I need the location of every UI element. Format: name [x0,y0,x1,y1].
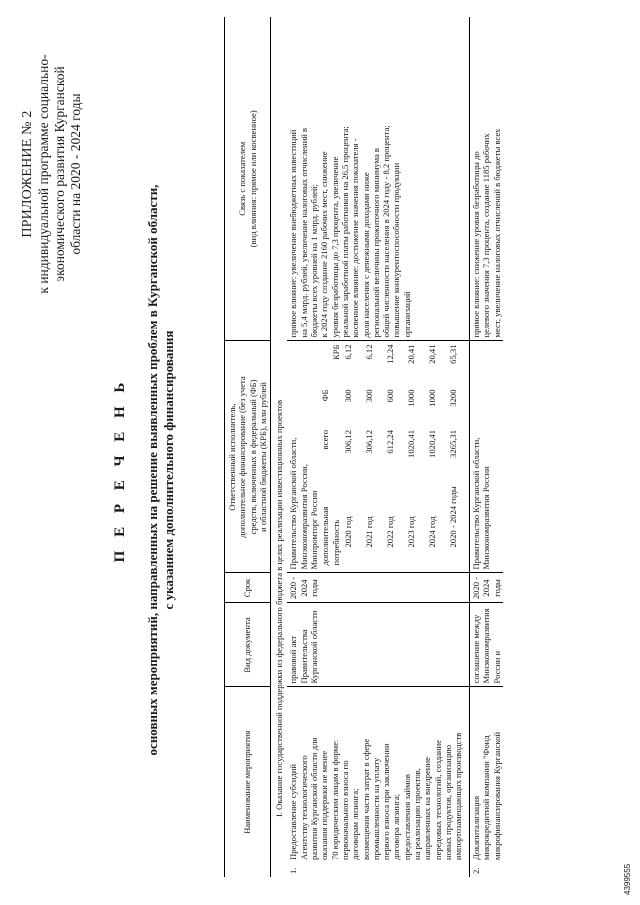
document-id: 4399555 [623,863,632,895]
indicator-link-line: повышение конкурентоспособности продукции [391,162,402,338]
document-type-cell [287,603,469,687]
executor-line: Минэкономразвития России [481,466,492,570]
measure-name-line: микрокредитной компании "Фонд [481,735,492,860]
indicator-link-line: региональной величины прожиточного минимума в [370,148,381,338]
document-type-line: соглашение между [470,614,481,684]
financing-year-row [426,345,447,570]
financing-year-row [342,345,363,570]
financing-krb-cell: 20,41 [405,344,416,364]
executor-line: Правительство Курганской области, [288,437,299,570]
term-cell [287,573,469,603]
executor-line: Минэкономразвития России, [298,464,309,570]
financing-total-cell: 306,12 [363,430,374,454]
financing-total-cell: 3265,31 [447,430,458,458]
indicator-link-line: прямое влияние: снижение уровня безработицы до [470,151,481,338]
appendix-line: экономического развития Курганской [52,66,67,282]
financing-fb-cell: 1000 [405,389,416,407]
indicator-link-line: реальной заработной платы работников на 26,5 процента; [339,126,350,338]
financing-fb-cell: 600 [384,389,395,403]
header-measure-name: Наименование мероприятия [225,687,271,877]
table-row [287,17,469,877]
document-heading [112,175,177,765]
term-line: 2020 - [288,576,299,600]
indicator-link-cell [469,17,502,341]
measure-name-line: Докапитализация [470,795,481,860]
indicator-link-line: доля населения с денежными доходами ниже [360,172,371,338]
measure-name-line: оказания поддержки не менее [319,750,330,860]
financing-year-cell: 2024 год [426,516,437,548]
financing-fb-cell: 1000 [426,389,437,407]
financing-year-row [384,345,405,570]
financing-year-row [363,345,384,570]
executor-cell [287,341,469,573]
indicator-link-line: на 5,4 млрд. рублей, увеличение налоговых отчислений в [298,127,309,338]
financing-year-cell: 2020 - 2024 годы [447,486,458,548]
financing-krb-cell: 20,41 [426,344,437,364]
document-type-line: правовой акт [288,635,299,684]
measure-name-line: промышленности на уплату [370,757,381,860]
financing-total-cell: 1020,41 [426,430,437,458]
section-title: I. Оказание государственной поддержки из федерального бюджета в целях реализации инвестиционных проектов [274,399,285,817]
financing-year-cell: 2020 год [342,516,353,548]
financing-year-cell: 2022 год [384,516,395,548]
indicator-link-line: целевого значения 7,3 процента, создание 1185 рабочих [481,133,492,338]
financing-total-cell: 612,24 [384,430,395,454]
term-line: 2024 [298,579,309,597]
measure-name-line: передовых технологий, создание [432,739,443,860]
term-line: годы [491,579,502,597]
indicator-link-cell [287,17,469,341]
financing-krb-cell: 12,24 [384,344,395,364]
measure-name-cell [469,687,502,877]
term-line: 2020 - [470,576,481,600]
indicator-link-line: косвенное влияние: достижение значения показателя - [350,138,361,338]
executor-text [288,345,319,570]
appendix-line: области на 2020 - 2024 годы [68,93,83,255]
financing-krb-cell: 65,31 [447,344,458,364]
heading-subtitle-line: основных мероприятий, направленных на решение выявленных проблем в Курганской области, [145,184,160,756]
document-type-cell [469,603,502,687]
row-number: 1. [288,867,299,874]
executor-cell [469,341,502,573]
measure-name-cell [287,687,469,877]
measure-name-line: Агентству технологического [298,755,309,860]
executor-line: Правительство Курганской области, [470,437,481,570]
header-document-type: Вид документа [225,603,271,687]
financing-krb-cell: 6,12 [342,344,353,360]
measure-name-line: на реализацию проектов, [412,768,423,860]
financing-table [319,345,468,570]
appendix-caption [20,24,84,324]
measure-name-line: направленных на внедрение [422,757,433,860]
header-indicator-link: Связь с показателем (вид влияния: прямое или косвенное) [225,17,271,341]
indicator-link-line: бюджеты всех уровней на 1 млрд. рублей; [309,184,320,338]
heading-title: П Е Р Е Ч Е Н Ь [112,377,128,563]
header-term: Срок [225,573,271,603]
document-type-line: России и [491,650,502,684]
measure-name-line: первоначального взноса по [339,760,350,860]
appendix-number: ПРИЛОЖЕНИЕ № 2 [20,110,35,238]
measure-name-line: новых продуктов, организацию [442,744,453,860]
financing-fb-cell: 300 [363,389,374,403]
financing-krb-cell: 6,12 [363,344,374,360]
section-row [271,17,288,877]
row-number: 2. [470,867,481,874]
term-cell [469,573,502,603]
indicator-link-line: прямое влияние: увеличение внебюджетных инвестиций [288,129,299,338]
measure-name-text [471,732,502,860]
measure-name-line: возмещения части затрат в сфере [360,738,371,860]
measures-table [224,17,503,877]
financing-year-cell: 2023 год [405,516,416,548]
term-line: 2024 [481,579,492,597]
financing-head-row: дополнительная потребность всего ФБ КРБ [320,344,341,566]
financing-year-row [447,345,468,570]
measure-name-line: договорам лизинга; [350,788,361,860]
table-row [469,17,502,877]
measure-name-text [288,733,463,860]
financing-fb-cell: 3200 [447,389,458,407]
financing-total-cell: 306,12 [342,430,353,454]
appendix-line: к индивидуальной программе социально- [36,54,51,294]
measure-name-line: развития Курганской области для [309,737,320,860]
measure-name-line: импортозамещающих производств [453,732,464,860]
measure-name-line: 70 юридическим лицам в форме: [329,739,340,860]
financing-total-cell: 1020,41 [405,430,416,458]
indicator-link-line: мест, увеличение налоговых отчислений в бюджеты всех [491,128,502,338]
indicator-link-line: организаций [401,291,412,338]
term-line: годы [309,579,320,597]
header-executor: Ответственный исполнитель, дополнительное финансирование (без учета средств, включенных в федеральный (ФБ) и областной бюджеты (КРБ), млн рублей [225,341,271,573]
table-header-row [225,17,271,877]
measure-name-line: Предоставление субсидий [288,763,299,860]
financing-year-cell: 2021 год [363,516,374,548]
executor-line: Минпромторг России [309,490,320,570]
financing-fb-cell: 300 [342,389,353,403]
measure-name-line: договора лизинга; [391,793,402,860]
measure-name-line: микрофинансирования Курганской [491,731,502,860]
document-type-line: Курганской области [309,610,320,684]
indicator-link-line: общей численности населения в 2024 году - 8,2 процента; [381,125,392,338]
financing-year-row [405,345,426,570]
document-type-line: Минэкономразвития [481,608,492,684]
heading-subtitle-line: с указанием дополнительного финансирования [161,330,176,610]
indicator-link-line: к 2024 году создание 2160 рабочих мест, снижение [319,151,330,338]
indicator-link-line: уровня безработицы до 7,3 процента, увеличение [329,156,340,338]
measure-name-line: предоставления займов [401,774,412,860]
measure-name-line: первого взноса при заключении [381,743,392,860]
document-type-line: Правительства [298,629,309,684]
